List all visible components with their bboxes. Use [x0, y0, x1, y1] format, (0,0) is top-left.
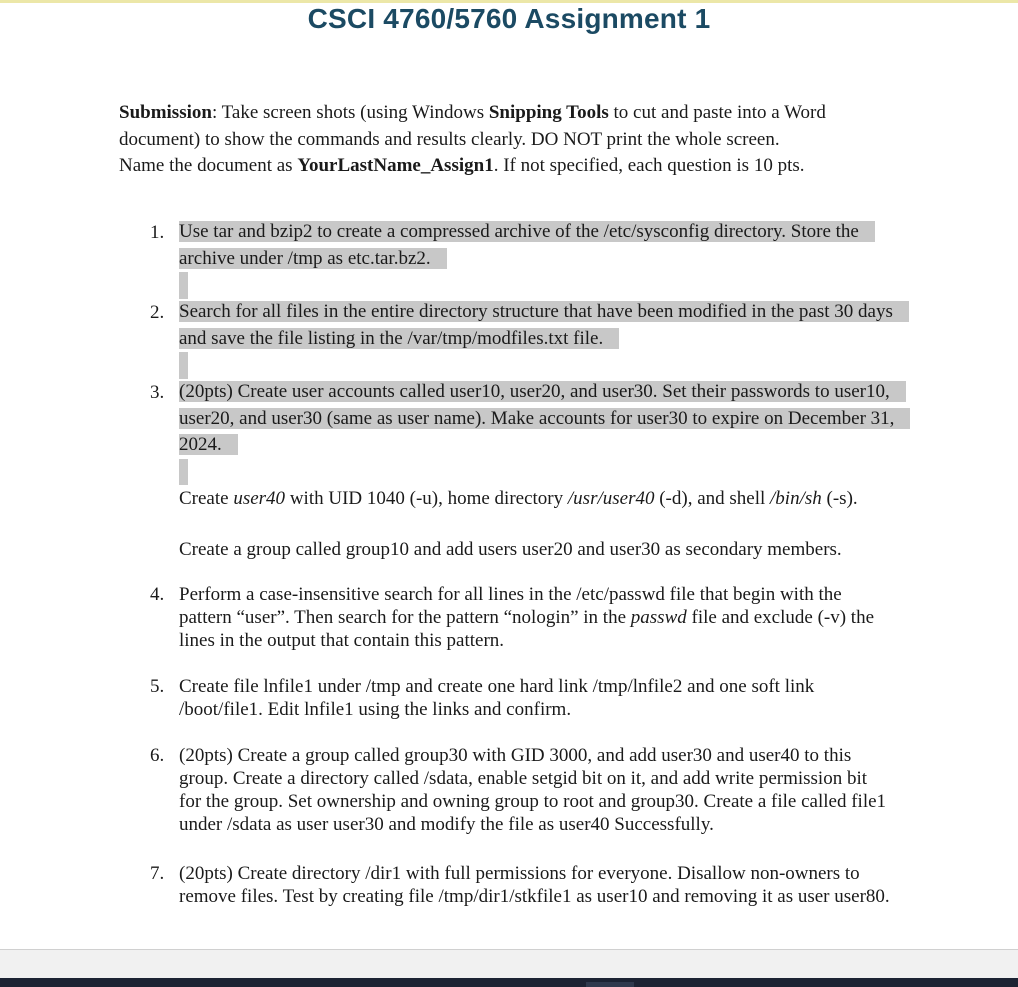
- question-1-number: 1.: [150, 222, 165, 243]
- shell-text: /bin/sh: [770, 488, 822, 509]
- highlight-marker: [179, 459, 188, 485]
- highlight-marker: [179, 272, 188, 299]
- highlight-marker: [179, 352, 188, 379]
- question-5-text: Create file lnfile1 under /tmp and create one hard link /tmp/lnfile2 and one soft link /boot/file1. Edit lnfile1 using the links and confirm.: [179, 676, 815, 720]
- document-bottom-area: [0, 950, 1018, 978]
- question-4-text: Perform a case-insensitive search for all lines in the /etc/passwd file that begin with the pattern “user”. Then search for the pattern “nologin” in the passwd file and exclude (-v) the lines in the output that contain this pattern.: [179, 584, 875, 651]
- page-title: CSCI 4760/5760 Assignment 1: [307, 3, 711, 34]
- question-7-number: 7.: [150, 863, 165, 884]
- document-name-text: YourLastName_Assign1: [297, 155, 494, 176]
- submission-label: Submission: [119, 102, 212, 123]
- question-7-text: (20pts) Create directory /dir1 with full permissions for everyone. Disallow non-owners to remove files. Test by creating file /tmp/dir1/stkfile1 as user10 and removing it as user user80.: [179, 863, 890, 907]
- user40-text: user40: [233, 488, 286, 509]
- taskbar: [0, 978, 1018, 987]
- question-2-text: Search for all files in the entire directory structure that have been modified in the past 30 days and save the file listing in the /var/tmp/modfiles.txt file.: [179, 301, 909, 349]
- snipping-tools-text: Snipping Tools: [488, 102, 609, 123]
- question-5-number: 5.: [150, 676, 165, 697]
- question-3-user40-line: Create user40 with UID 1040 (-u), home directory /usr/user40 (-d), and shell /bin/sh (-s).: [179, 488, 858, 509]
- taskbar-app-button[interactable]: [586, 982, 634, 987]
- question-3-group-line: Create a group called group10 and add users user20 and user30 as secondary members.: [179, 539, 842, 560]
- question-2-number: 2.: [150, 302, 165, 323]
- passwd-file-text: passwd: [630, 607, 687, 628]
- question-3-text: (20pts) Create user accounts called user10, user20, and user30. Set their passwords to user10, user20, and user30 (same as user name). Make accounts for user30 to expire on December 31, 2024.: [179, 381, 910, 455]
- submission-paragraph: Submission: Take screen shots (using Windows Snipping Tools to cut and paste into a Word document) to show the commands and results clearly. DO NOT print the whole screen. Name the document as YourLastName_Assign1. If not specified, each question is 10 pts.: [119, 102, 826, 176]
- home-dir-text: /usr/user40: [567, 488, 655, 509]
- question-3-number: 3.: [150, 382, 165, 403]
- question-6-text: (20pts) Create a group called group30 with GID 3000, and add user30 and user40 to this group. Create a directory called /sdata, enable setgid bit on it, and add write permission bit for the group. Set ownership and owning group to root and group30. Create a file called file1 under /sdata as user user30 and modify the file as user40 Successfully.: [179, 745, 887, 835]
- question-1-text: Use tar and bzip2 to create a compressed archive of the /etc/sysconfig directory. Store the archive under /tmp as etc.tar.bz2.: [179, 221, 875, 269]
- question-2: [179, 299, 901, 352]
- question-1: [179, 219, 901, 272]
- question-3: [179, 379, 897, 459]
- question-6-number: 6.: [150, 745, 165, 766]
- question-4-number: 4.: [150, 584, 165, 605]
